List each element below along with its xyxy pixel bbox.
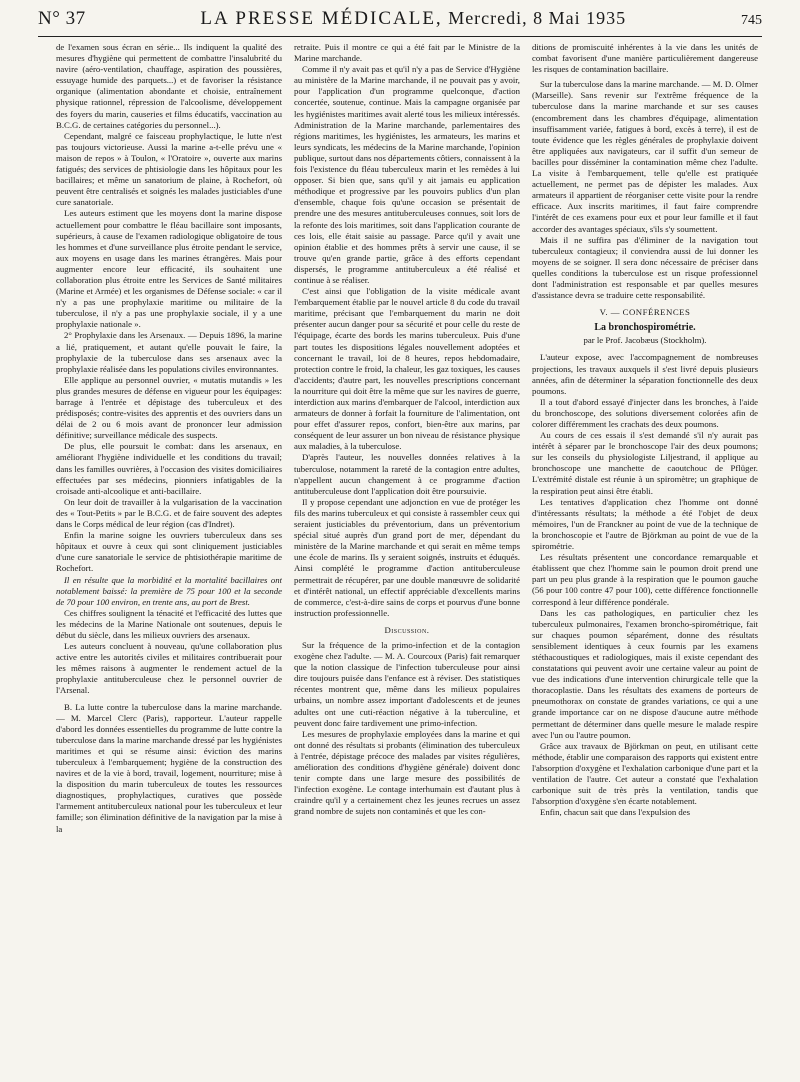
- paragraph: Mais il ne suffira pas d'éliminer de la navigation tout tuberculeux contagieux; il conviendra aussi de lui donner les moyens de se soigner. Il sera donc nécessaire de préciser dans quelles conditions la tuberculose est un risque professionnel dont l'administration est responsable et par quelles mesures d'assistance devra se traduire cette responsabilité.: [532, 234, 758, 301]
- lecture-title: La bronchospirométrie.: [594, 322, 696, 334]
- column-3: [532, 42, 758, 1068]
- paragraph: De plus, elle poursuit le combat: dans les arsenaux, en améliorant l'hygiène individuelle et les conditions du travail; dans les familles ouvrières, à l'occasion des visites domiciliaires effectuées par ses médecins, pionniers infatigables de la croisade anti-alcoolique et anti-bacillaire.: [56, 441, 282, 496]
- section-heading: V. — CONFÉRENCES: [599, 307, 691, 318]
- paragraph: de l'examen sous écran en série... Ils indiquent la qualité des mesures d'hygiène qui permettent de combattre l'insalubrité du navire (aéro-ventilation, chauffage, aspiration des poussières, essuyage humide des parquets...) et de favoriser la résistance organique (alimentation abondante et choisie, entraînement physique rationnel, répression de l'alcoolisme, développement des foyers du marin, causeries et films éducatifs, vaccination au B.C.G. de certaines catégories du personnel...).: [56, 42, 282, 130]
- paragraph: Il a tout d'abord essayé d'injecter dans les bronches, à l'aide du bronchoscope, des solutions diversement colorées afin de colorer différemment les crachats des deux poumons.: [532, 396, 758, 429]
- paragraph: Elle applique au personnel ouvrier, « mutatis mutandis » les plus grandes mesures de défense en vigueur pour les équipages: barrage à l'entrée et dépistage des tuberculeux et des prédisposés; contre-visites des apprentis et des ouvriers dans un délai de 2 ou 6 mois avant de prononcer leur admission définitive; surveillance médicale des suspects.: [56, 374, 282, 441]
- section-paragraph: B. La lutte contre la tuberculose dans la marine marchande. — M. Marcel Clerc (Paris), rapporteur. L'auteur rappelle d'abord les données essentielles du programme de lutte contre la tuberculose dans la marine marchande dressé par les hygiénistes maritimes et qui se résume ainsi: éviction des marins tuberculeux à l'embarquement; hygiène de la construction des navires et de la vie à bord, travail, logement, nourriture; mise à la disposition du marin tuberculeux de toutes les ressources diagnostiques, prophylactiques, curatives que possède l'armement antituberculeux national pour les tuberculeux et leur famille; son élimination définitive de la navigation par la mise à la: [56, 701, 282, 834]
- paragraph: D'après l'auteur, les nouvelles données relatives à la tuberculose, notamment la rareté de la contagion entre adultes, n'appellent aucun changement à ce programme d'action antituberculeuse dont l'application doit être poursuivie.: [294, 452, 520, 496]
- paragraph: retraite. Puis il montre ce qui a été fait par le Ministre de la Marine marchande.: [294, 42, 520, 64]
- paragraph: Dans les cas pathologiques, en particulier chez les tuberculeux pulmonaires, l'examen broncho-spirométrique, fait sur chaques poumon séparément, donne des résultats sensiblement identiques à ceux fournis par les examens stéthacoustiques et radiologiques, mais il existe cependant des constatations qui peuvent avoir une certaine valeur au point de vue des indications d'une intervention chirurgicale telle que la thoracoplastie. Dans les résultats des examens de porteurs de pneumothorax on constate de grandes variations, ce qui a une grande importance car on ne dispose d'aucune autre méthode permettant de déterminer dans quelle mesure le malade respire avec l'un ou l'autre poumon.: [532, 607, 758, 740]
- paragraph: Grâce aux travaux de Björkman on peut, en utilisant cette méthode, établir une comparaison des rapports qui existent entre l'absorption d'oxygène et l'exhalation carbonique d'une part et la ventilation de l'autre. Cet auteur a constaté que l'exhalation carbonique suit de très près la ventilation, tandis que l'absorption d'oxygène s'en écarte notablement.: [532, 740, 758, 807]
- paragraph: Au cours de ces essais il s'est demandé s'il n'y aurait pas intérêt à séparer par le bronchoscope l'air des deux poumons; sur les conseils du physiologiste Liljestrand, il applique au bronchoscope une manchette de caoutchouc de Pflüger. L'extrémité distale est réunie à un spiromètre; un graphique de la respiration peut ainsi être établi.: [532, 430, 758, 496]
- paragraph: Comme il n'y avait pas et qu'il n'y a pas de Service d'Hygiène au ministère de la Marine marchande, il ne pouvait pas y avoir, pour l'application d'un programme quelconque, d'action concertée, soutenue, continue. Mais la campagne organisée par les hygiénistes maritimes avait alerté tous les milieux intéressés. Administration de la Marine marchande, parlementaires des régions maritimes, les hygiénistes, les armateurs, les marins et leurs syndicats, les médecins de la Marine marchande, l'opinion publique, surtout dans nos départements côtiers, connaissent à la fois l'existence du fléau tuberculeux marin et les remèdes à lui opposer. Si bien que, sans qu'il y ait jamais eu application méthodique et progressive par les pouvoirs publics d'un plan d'ensemble, chaque fois qu'une occasion se présentait de prendre une des mesures antituberculeuses connues, soit lors de la refonte des lois maritimes, soit dans l'application courante de ces lois, elle était saisie au passage. Parce qu'il y avait une opinion établie et des hommes prêts à servir une cause, il se trouve qu'en grande partie, grâce à des efforts cependant dispersés, le programme antituberculeux a été réalisé et continue à se réaliser.: [294, 64, 520, 285]
- paragraph: Il y propose cependant une adjonction en vue de protéger les fils des marins tuberculeux et qui consiste à rassembler ceux qui seraient justiciables du préventorium, dans un préventorium spécial situé auprès d'un grand port de mer, dépendant du ministère de la Marine marchande et qui serait en même temps une école de marins. Ils y seraient soignés, instruits et éduqués. Ainsi complété le programme d'action antituberculeuse permettrait de récupérer, par une double manœuvre de solidarité et d'intérêt national, un effectif appréciable d'excellents marins de commerce, c'est-à-dire sains de corps et pourvus d'une bonne instruction professionnelle.: [294, 496, 520, 618]
- paragraph: Les résultats présentent une concordance remarquable et établissent que chez l'homme sain le poumon droit prend une part un peu plus grande à la respiration que le poumon gauche (56 pour 100 contre 47 pour 100), cette différence fonctionnelle correspond à leur différence pondérale.: [532, 552, 758, 607]
- masthead: [200, 8, 626, 30]
- paragraph: Les auteurs concluent à nouveau, qu'une collaboration plus active entre les autorités civiles et militaires contribuerait pour les mêmes raisons à augmenter le rendement actuel de la prophylaxie antituberculeuse chez le personnel ouvrier de l'Arsenal.: [56, 641, 282, 696]
- paragraph: Cependant, malgré ce faisceau prophylactique, le lutte n'est pas toujours victorieuse. Aussi la marine a-t-elle prévu une « maison de repos » à Toulon, « l'Oratoire », ouverte aux marins fatigués; des services de phtisiologie dans les hôpitaux pour les bacillaires; et même un sanatorium de plaine, à Rochefort, où peuvent être centralisés et soignés les malades justiciables d'une cure sanatoriale.: [56, 130, 282, 208]
- lecture-byline: par le Prof. Jacobæus (Stockholm).: [583, 335, 707, 346]
- page-number: 745: [740, 13, 762, 28]
- paragraph: Sur la fréquence de la primo-infection et de la contagion exogène chez l'adulte. — M. A. Courcoux (Paris) fait remarquer que la notion classique de l'infection tuberculeuse pour ainsi dire toujours puisée dans l'enfance est à réviser. Des statistiques récentes montrent que, même dans les milieux populaires urbains, un nombre assez important d'adolescents et de jeunes adultes ont une cuti-réaction négative à la tuberculine, et peuvent donc faire tardivement une primo-infection.: [294, 639, 520, 728]
- column-1: [56, 42, 282, 1068]
- paragraph: Enfin, chacun sait que dans l'expulsion des: [540, 807, 691, 818]
- paragraph: Il en résulte que la morbidité et la mortalité bacillaires ont notablement baissé: la première de 75 pour 100 et la seconde de 70 pour 100 environ, en trente ans, au port de Brest.: [56, 574, 282, 607]
- issue-date: Mercredi, 8 Mai 1935: [448, 8, 627, 28]
- paragraph: Sur la tuberculose dans la marine marchande. — M. D. Olmer (Marseille). Sans revenir sur l'extrême fréquence de la tuberculose dans la marine marchande et sur ses causes (encombrement dans les chambres d'équipage, alimentation insuffisamment variée, fatigues à bord, excès à terre), il est de toute évidence que les règles générales de prophylaxie doivent être appliquées aux navigateurs, car il suffit d'un semeur de bacilles pour disséminer la contamination même chez l'adulte. La visite à l'embarquement, telle qu'elle est pratiquée actuellement, ne permet pas de dépister les malades. Aux armateurs il appartient de réorganiser cette visite pour la rendre efficace. Aux inscrits maritimes, il faut faire comprendre l'intérêt de ces examens pour eux et pour leur famille et il faut accorder des avantages spéciaux, s'ils s'y soumettent.: [532, 79, 758, 234]
- paragraph: Ces chiffres soulignent la ténacité et l'efficacité des luttes que les médecins de la Marine Nationale ont soutenues, depuis le début du siècle, dans les milieux ouvriers des arsenaux.: [56, 607, 282, 640]
- page-header: [38, 8, 762, 37]
- paragraph: Enfin la marine soigne les ouvriers tuberculeux dans ses hôpitaux et ouvre à ceux qui sont cliniquement justiciables d'une cure sanatoriale le service de phtisiothérapie maritime de Rochefort.: [56, 530, 282, 574]
- issue-number: N° 37: [38, 8, 86, 29]
- column-2: [294, 42, 520, 1068]
- article-columns: [56, 42, 758, 1068]
- paragraph: Les auteurs estiment que les moyens dont la marine dispose actuellement pour combattre le fléau bacillaire sont imposants, supérieurs, à cause de l'examen radiologique obligatoire de tous les hommes et d'une surveillance plus étroite pendant le service, aux moyens en usage dans les marines étrangères. Mais pour augmenter encore leur efficacité, ils souhaitent une collaboration plus étroite entre les Services de Santé militaires (Marine et Armée) et les organismes de Défense sociale: « car il n'y a pas une prophylaxie maritime ou militaire de la tuberculose, il n'y a pas une prophylaxie sociale, il y a une prophylaxie nationale ».: [56, 208, 282, 330]
- paragraph: 2° Prophylaxie dans les Arsenaux. — Depuis 1896, la marine a lié, pratiquement, et autant qu'elle pouvait le faire, la prophylaxie de la tuberculose dans ses arsenaux avec la prophylaxie réalisée dans les populations civiles environnantes.: [56, 330, 282, 374]
- paragraph: Les tentatives d'application chez l'homme ont donné d'intéressants résultats; la méthode a été l'objet de deux mémoires, l'un de Franckner au point de vue de la technique de la bronchoscopie et l'autre de Björkman au point de vue de la spirométrie.: [532, 496, 758, 552]
- paragraph: C'est ainsi que l'obligation de la visite médicale avant l'embarquement établie par le nouvel article 8 du code du travail maritime, précisant que l'embarquement du marin ne doit présenter aucun danger pour sa sécurité et pour celle du reste de l'équipage, écarte des bords les marins tuberculeux. Puis d'une part toutes les dispositions légales nouvellement adoptées et concernant le travail, loi de 8 heures, repos hebdomadaire, protection contre le froid, la chaleur, les gaz toxiques, les causes d'accidents; d'autre part, les nouvelles prescriptions concernant la nourriture qui doit être la même que sur les navires de guerre, interdiction aux marins d'embarquer de l'alcool, interdiction aux armateurs de donner à forfait la fourniture de l'alimentation, ont pour effet d'assurer repos, confort, bien-être aux marins, par conséquent de leur assurer un bon niveau de résistance physique aux maladies, à la tuberculose.: [294, 286, 520, 452]
- paragraph: L'auteur expose, avec l'accompagnement de nombreuses projections, les travaux auxquels il s'est livré depuis plusieurs années, afin de déterminer la séparation fonctionnelle des deux poumons.: [532, 352, 758, 396]
- journal-title: LA PRESSE MÉDICALE,: [200, 8, 443, 29]
- paragraph: ditions de promiscuité inhérentes à la vie dans les unités de combat favorisent d'une manière particulièrement dangereuse les risques de contamination bacillaire.: [532, 42, 758, 75]
- paragraph: Les mesures de prophylaxie employées dans la marine et qui ont donné des résultats si probants (élimination des tuberculeux à l'entrée, dépistage précoce des malades par visites régulières, amélioration des conditions d'hygiène générale) doivent donc tenir compte dans une large mesure des possibilités de l'infection exogène. Le contage interhumain est d'autant plus à craindre qu'il y a certainement chez les jeunes recrues un assez grand nombre de sujets non contaminés et que les con-: [294, 728, 520, 817]
- paragraph: On leur doit de travailler à la vulgarisation de la vaccination des « Tout-Petits » par le B.C.G. et de faire souvent des adeptes dans le Corps médical de leur région (cas d'Indret).: [56, 496, 282, 530]
- discussion-heading: Discussion.: [384, 624, 430, 635]
